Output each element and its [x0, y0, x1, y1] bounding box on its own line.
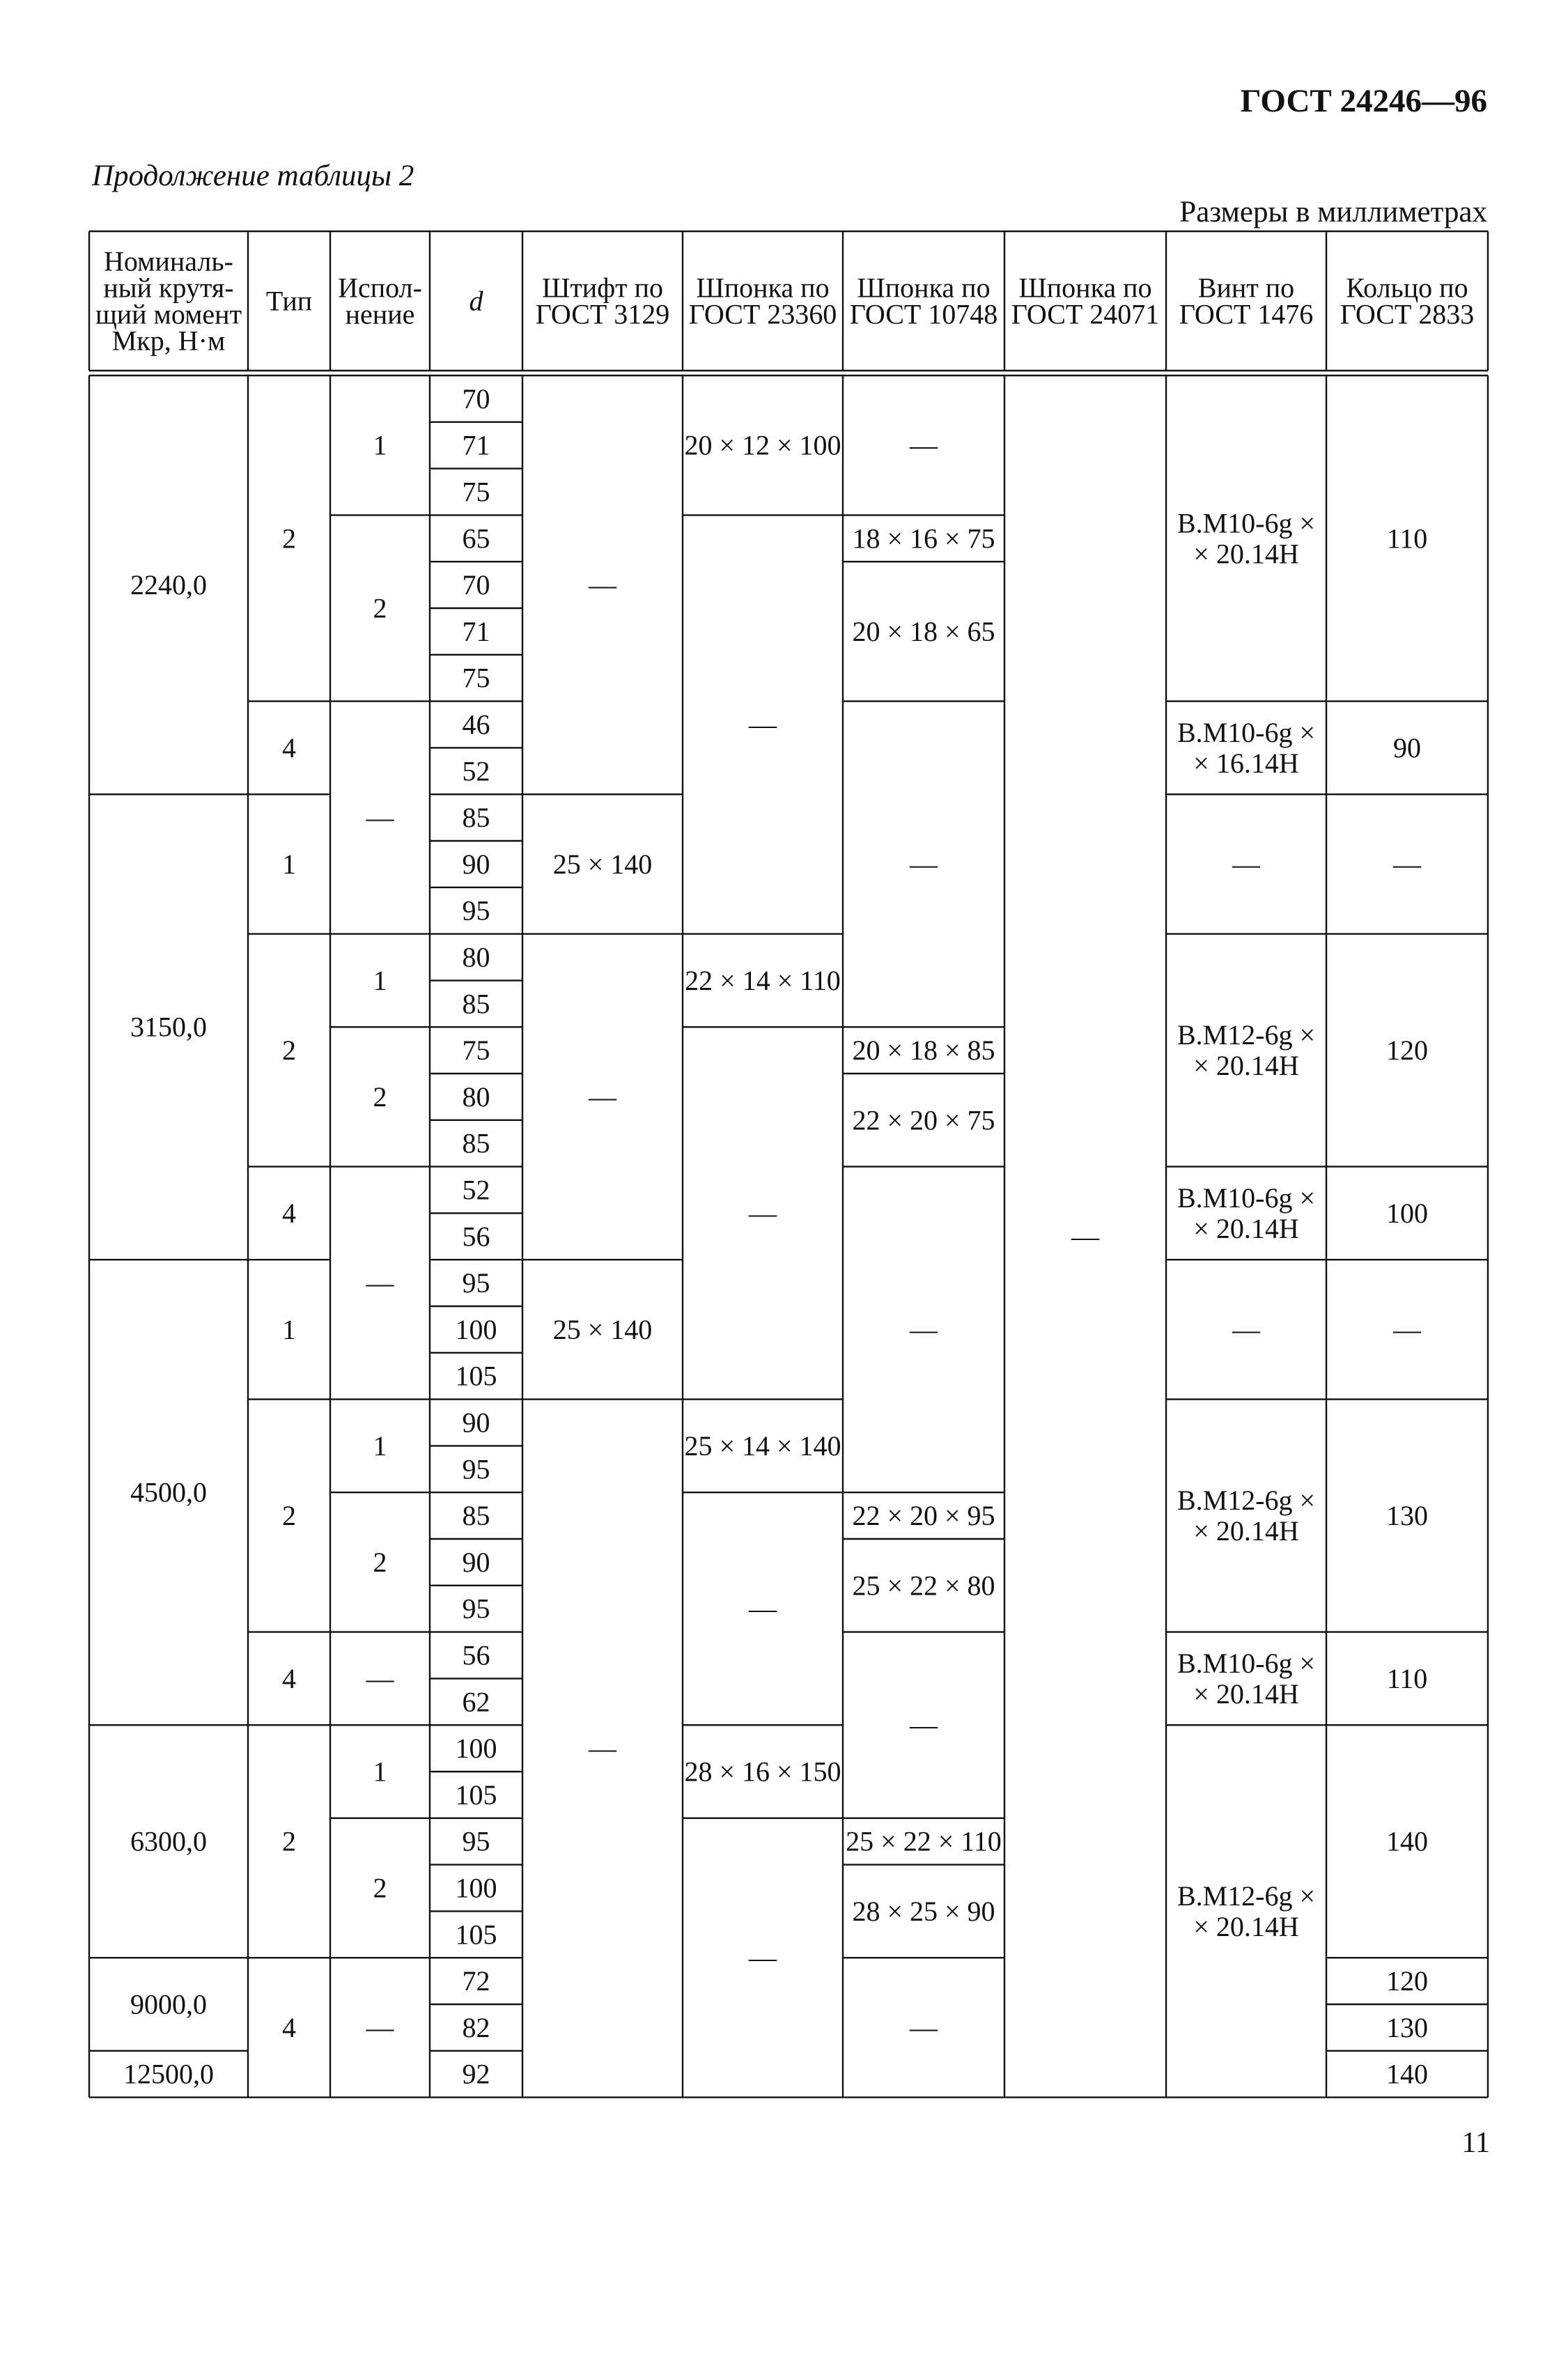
version-cell: 1: [373, 1430, 387, 1462]
type-cell: 4: [282, 731, 296, 764]
screw-cell: В.М10-6g ×: [1177, 507, 1316, 539]
diameter-cell: 100: [455, 1313, 497, 1345]
diameter-cell: 71: [462, 429, 490, 461]
screw-cell: × 20.14Н: [1193, 1678, 1299, 1710]
units-note: Размеры в миллиметрах: [1179, 196, 1487, 229]
key-10748-cell: 25 × 22 × 80: [852, 1570, 995, 1602]
column-header-label: ГОСТ 10748: [849, 298, 998, 330]
diameter-cell: 70: [462, 569, 490, 601]
key-23360-cell: 28 × 16 × 150: [684, 1756, 841, 1788]
ring-cell: 140: [1386, 1825, 1428, 1857]
diameter-cell: 95: [462, 1453, 490, 1485]
version-cell: 1: [373, 1756, 387, 1788]
version-cell: 2: [373, 592, 387, 624]
diameter-cell: 85: [462, 802, 490, 834]
version-cell: 1: [373, 429, 387, 461]
type-cell: 2: [282, 1035, 296, 1067]
torque-cell: 9000,0: [130, 1988, 207, 2020]
key-10748-cell: 22 × 20 × 75: [852, 1104, 995, 1136]
pin-cell: 25 × 140: [552, 848, 653, 880]
key-23360-cell: —: [749, 1942, 777, 1974]
diameter-cell: 52: [462, 1174, 490, 1206]
column-header-label: ГОСТ 1476: [1179, 298, 1314, 330]
screw-cell: В.М10-6g ×: [1177, 716, 1316, 748]
type-cell: 2: [282, 1500, 296, 1532]
ring-cell: 110: [1386, 522, 1428, 555]
key-23360-cell: 20 × 12 × 100: [684, 429, 841, 461]
diameter-cell: 80: [462, 1081, 490, 1113]
pin-cell: —: [589, 1733, 616, 1765]
column-header-label: Mкр, Н·м: [111, 325, 226, 357]
column-header-label: Шпонка по: [696, 272, 830, 304]
diameter-cell: 71: [462, 615, 490, 647]
pin-cell: 25 × 140: [552, 1313, 653, 1345]
screw-cell: В.М12-6g ×: [1177, 1880, 1316, 1912]
key-10748-cell: —: [910, 848, 938, 880]
diameter-cell: 95: [462, 1825, 490, 1857]
diameter-cell: 62: [462, 1686, 490, 1718]
diameter-cell: 82: [462, 2011, 490, 2043]
diameter-cell: 46: [462, 709, 490, 741]
column-header-label: Испол-: [338, 272, 422, 304]
key-24071-cell: —: [1071, 1221, 1099, 1253]
page-number: 11: [1461, 2127, 1490, 2159]
version-cell: —: [366, 2011, 394, 2043]
key-23360-cell: 25 × 14 × 140: [684, 1430, 841, 1462]
version-cell: —: [366, 1662, 394, 1694]
diameter-cell: 95: [462, 1267, 490, 1299]
type-cell: 4: [282, 1662, 296, 1694]
torque-cell: 3150,0: [130, 1011, 207, 1043]
diameter-cell: 52: [462, 755, 490, 787]
screw-cell: × 20.14Н: [1193, 1212, 1299, 1244]
column-header-label: Винт по: [1197, 272, 1295, 304]
ring-cell: 110: [1386, 1662, 1428, 1694]
key-10748-cell: —: [910, 1313, 938, 1345]
ring-cell: 140: [1386, 2058, 1428, 2090]
key-10748-cell: 20 × 18 × 85: [852, 1035, 995, 1067]
type-cell: 1: [282, 1313, 296, 1345]
key-23360-cell: —: [749, 709, 777, 741]
column-header-label: Номиналь-: [104, 245, 233, 277]
ring-cell: 90: [1393, 731, 1421, 764]
screw-cell: В.М10-6g ×: [1177, 1647, 1316, 1679]
version-cell: —: [366, 1267, 394, 1299]
diameter-cell: 85: [462, 988, 490, 1020]
screw-cell: В.М10-6g ×: [1177, 1182, 1316, 1214]
diameter-cell: 75: [462, 662, 490, 694]
type-cell: 4: [282, 2011, 296, 2043]
column-header-label: Штифт по: [541, 272, 664, 304]
column-header-label: ный крутя-: [103, 272, 234, 304]
ring-cell: 130: [1386, 1500, 1428, 1532]
torque-cell: 2240,0: [130, 569, 207, 601]
key-10748-cell: 20 × 18 × 65: [852, 615, 995, 647]
version-cell: 2: [373, 1872, 387, 1904]
diameter-cell: 105: [455, 1360, 497, 1392]
column-header-label: Шпонка по: [857, 272, 991, 304]
screw-cell: В.М12-6g ×: [1177, 1485, 1316, 1517]
torque-cell: 4500,0: [130, 1476, 207, 1508]
column-header-label: d: [469, 285, 483, 317]
standard-number: ГОСТ 24246—96: [1240, 83, 1487, 119]
screw-cell: × 20.14Н: [1193, 1515, 1299, 1547]
screw-cell: × 20.14Н: [1193, 1910, 1299, 1942]
column-header-label: Кольцо по: [1346, 272, 1468, 304]
diameter-cell: 100: [455, 1733, 497, 1765]
diameter-cell: 75: [462, 476, 490, 508]
diameter-cell: 95: [462, 895, 490, 927]
key-23360-cell: 22 × 14 × 110: [685, 964, 841, 996]
type-cell: 1: [282, 848, 296, 880]
column-header-label: нение: [345, 298, 415, 330]
key-10748-cell: 28 × 25 × 90: [852, 1895, 995, 1927]
column-header-label: щий момент: [95, 298, 242, 330]
ring-cell: 120: [1386, 1965, 1428, 1997]
column-header-label: ГОСТ 24071: [1011, 298, 1160, 330]
diameter-cell: 56: [462, 1639, 490, 1671]
diameter-cell: 90: [462, 1546, 490, 1578]
screw-cell: В.М12-6g ×: [1177, 1019, 1316, 1051]
diameter-cell: 95: [462, 1593, 490, 1625]
ring-cell: 120: [1386, 1035, 1428, 1067]
diameter-cell: 56: [462, 1221, 490, 1253]
diameter-cell: 105: [455, 1919, 497, 1951]
key-23360-cell: —: [749, 1197, 777, 1229]
torque-cell: 12500,0: [123, 2058, 214, 2090]
version-cell: 2: [373, 1081, 387, 1113]
column-header-label: Шпонка по: [1018, 272, 1152, 304]
key-23360-cell: —: [749, 1593, 777, 1625]
diameter-cell: 105: [455, 1779, 497, 1811]
diameter-cell: 65: [462, 522, 490, 555]
diameter-cell: 100: [455, 1872, 497, 1904]
column-header-label: Тип: [265, 285, 313, 317]
key-10748-cell: —: [910, 2011, 938, 2043]
screw-cell: × 20.14Н: [1193, 538, 1299, 570]
type-cell: 2: [282, 1825, 296, 1857]
ring-cell: 130: [1386, 2011, 1428, 2043]
diameter-cell: 75: [462, 1035, 490, 1067]
diameter-cell: 70: [462, 382, 490, 415]
screw-cell: × 20.14Н: [1193, 1050, 1299, 1082]
key-10748-cell: 18 × 16 × 75: [852, 522, 995, 555]
diameter-cell: 92: [462, 2058, 490, 2090]
type-cell: 4: [282, 1197, 296, 1229]
ring-cell: 100: [1386, 1197, 1428, 1229]
key-10748-cell: 22 × 20 × 95: [852, 1500, 995, 1532]
version-cell: 1: [373, 964, 387, 996]
column-header-label: ГОСТ 23360: [688, 298, 837, 330]
screw-cell: × 16.14Н: [1193, 747, 1299, 779]
diameter-cell: 80: [462, 941, 490, 973]
diameter-cell: 85: [462, 1500, 490, 1532]
ring-cell: —: [1393, 848, 1421, 880]
screw-cell: —: [1232, 1313, 1260, 1345]
key-10748-cell: 25 × 22 × 110: [846, 1825, 1002, 1857]
diameter-cell: 72: [462, 1965, 490, 1997]
torque-cell: 6300,0: [130, 1825, 207, 1857]
screw-cell: —: [1232, 848, 1260, 880]
table-continuation-caption: Продолжение таблицы 2: [92, 160, 414, 192]
key-10748-cell: —: [910, 429, 938, 461]
key-10748-cell: —: [910, 1709, 938, 1741]
type-cell: 2: [282, 522, 296, 555]
version-cell: —: [366, 802, 394, 834]
ring-cell: —: [1393, 1313, 1421, 1345]
column-header-label: ГОСТ 3129: [535, 298, 670, 330]
pin-cell: —: [589, 1081, 616, 1113]
version-cell: 2: [373, 1546, 387, 1578]
diameter-cell: 90: [462, 1407, 490, 1439]
pin-cell: —: [589, 569, 616, 601]
column-header-label: ГОСТ 2833: [1340, 298, 1475, 330]
diameter-cell: 90: [462, 848, 490, 880]
diameter-cell: 85: [462, 1127, 490, 1159]
